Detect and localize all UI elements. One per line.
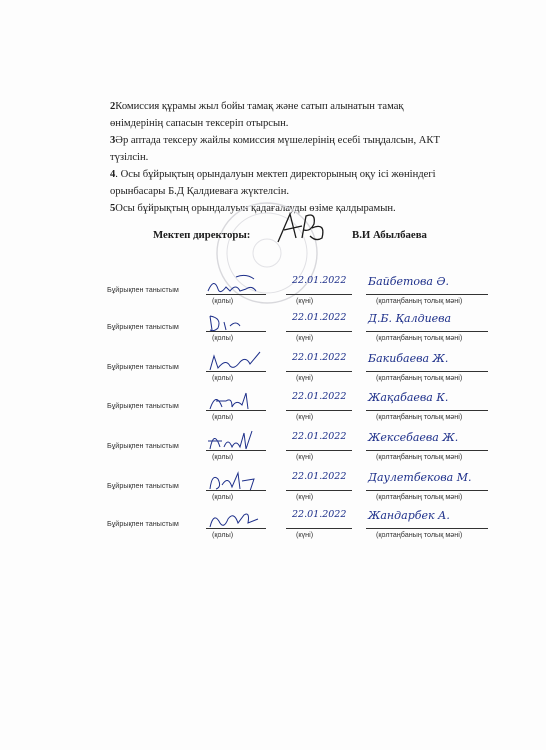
signature-caption: (қолы) [212,452,234,461]
name-caption: (қолтаңбаның толық мәні) [376,452,463,461]
name-caption: (қолтаңбаның толық мәні) [376,333,463,342]
director-signature [272,208,332,246]
paragraph-text: Комиссия құрамы жыл бойы тамақ және сатып алынатын тамақ [115,101,404,112]
signature-caption: (қолы) [212,530,234,539]
handwritten-date: 22.01.2022 [292,471,347,482]
paragraph-number: 5 [110,203,116,214]
handwritten-name: Д.Б. Қалдиева [368,312,452,325]
name-line [366,450,488,451]
date-line [286,528,352,529]
ack-row [0,391,546,441]
paragraph-text: орынбасары Б.Д Қалдиеваға жүктелсін. [110,186,290,197]
signature-line [206,371,266,372]
signature-line [206,450,266,451]
paragraph-text: түзілсін. [110,152,149,163]
date-caption: (күні) [296,333,314,342]
handwritten-date: 22.01.2022 [292,391,347,402]
signature-caption: (қолы) [212,373,234,382]
name-caption: (қолтаңбаның толық мәні) [376,412,463,421]
date-caption: (күні) [296,492,314,501]
name-caption: (қолтаңбаның толық мәні) [376,530,463,539]
name-line [366,490,488,491]
paragraph-text: Әр аптада тексеру жайлы комиссия мүшелерінің есебі тыңдалсын, АКТ [115,135,440,146]
handwritten-date: 22.01.2022 [292,352,347,363]
handwritten-date: 22.01.2022 [292,312,347,323]
paragraph-4 [110,166,510,200]
ack-row [0,509,546,559]
paragraph-number: 4 [110,169,116,180]
paragraph-3 [110,132,510,166]
date-line [286,371,352,372]
director-name: В.И Абылбаева [352,229,427,241]
signature-line [206,528,266,529]
signature-line [206,410,266,411]
ack-row [0,312,546,362]
signature-caption: (қолы) [212,296,234,305]
paragraph-number: 3 [110,135,116,146]
name-line [366,528,488,529]
signature-caption: (қолы) [212,492,234,501]
handwritten-name: Байбетова Ә. [368,275,449,288]
handwritten-name: Даулетбекова М. [368,471,472,484]
handwritten-name: Бакибаева Ж. [368,352,449,365]
ack-label: Бұйрықпен таныстым [107,285,179,294]
signature-caption: (қолы) [212,412,234,421]
handwritten-date: 22.01.2022 [292,275,347,286]
name-caption: (қолтаңбаның толық мәні) [376,492,463,501]
date-caption: (күні) [296,452,314,461]
handwritten-name: Жандарбек А. [368,509,450,522]
handwritten-name: Жақабаева К. [368,391,449,404]
signature-caption: (қолы) [212,333,234,342]
name-line [366,371,488,372]
name-line [366,294,488,295]
ack-row [0,275,546,325]
date-caption: (күні) [296,296,314,305]
date-line [286,450,352,451]
name-caption: (қолтаңбаның толық мәні) [376,373,463,382]
date-caption: (күні) [296,373,314,382]
paragraph-text: . Осы бұйрықтың орындалуын мектеп директорының оқу ісі жөніндегі [115,169,436,180]
date-line [286,294,352,295]
handwritten-name: Жексебаева Ж. [368,431,459,444]
paragraph-text: Осы бұйрықтың орындалуын қадағалауды өзіме қалдырамын. [115,203,396,214]
name-line [366,410,488,411]
ack-label: Бұйрықпен таныстым [107,322,179,331]
signature-line [206,294,266,295]
ack-row [0,352,546,402]
ack-row [0,471,546,521]
date-line [286,410,352,411]
paragraph-number: 2 [110,101,116,112]
date-line [286,490,352,491]
director-title: Мектеп директоры: [153,229,251,241]
paragraph-text: өнімдерінің сапасын тексеріп отырсын. [110,118,289,129]
date-caption: (күні) [296,530,314,539]
date-line [286,331,352,332]
handwritten-date: 22.01.2022 [292,431,347,442]
paragraph-2 [110,98,510,132]
signature-line [206,490,266,491]
handwritten-date: 22.01.2022 [292,509,347,520]
ack-label: Бұйрықпен таныстым [107,401,179,410]
name-caption: (қолтаңбаның толық мәні) [376,296,463,305]
ack-label: Бұйрықпен таныстым [107,362,179,371]
name-line [366,331,488,332]
ack-label: Бұйрықпен таныстым [107,519,179,528]
signature-line [206,331,266,332]
ack-label: Бұйрықпен таныстым [107,441,179,450]
ack-label: Бұйрықпен таныстым [107,481,179,490]
date-caption: (күні) [296,412,314,421]
